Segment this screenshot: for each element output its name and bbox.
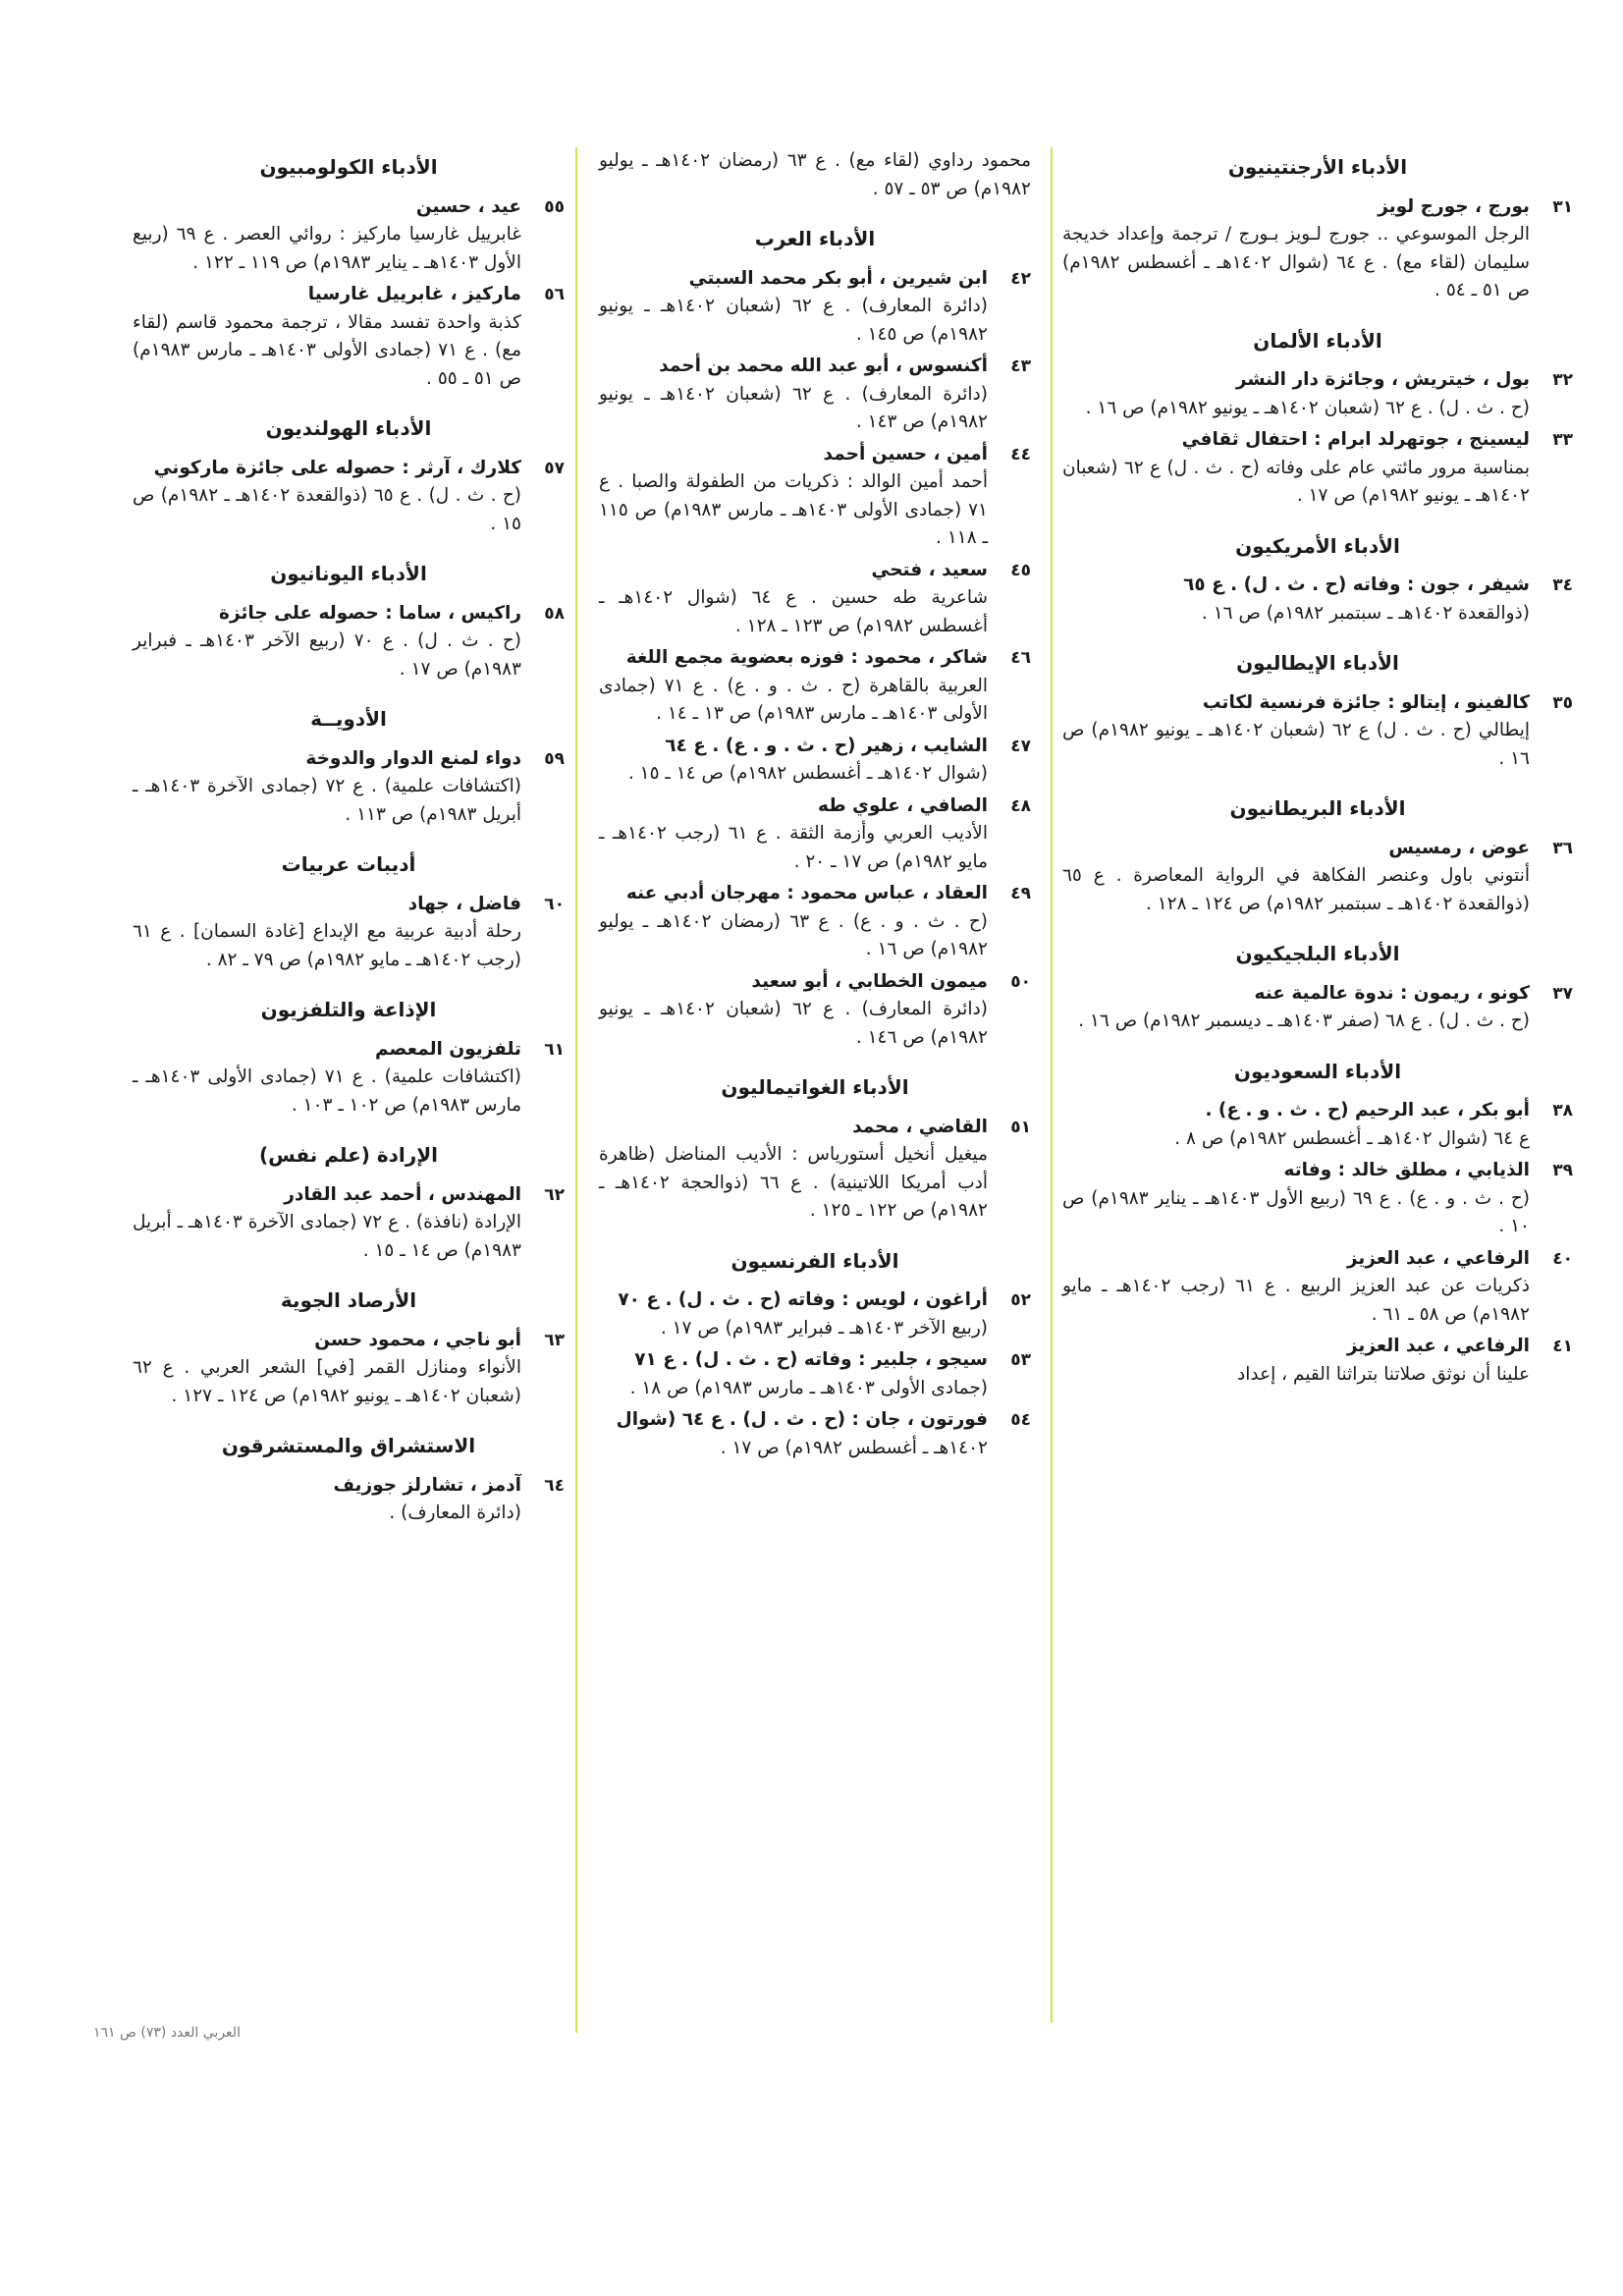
entry-author: المهندس ، أحمد عبد القادر (284, 1183, 521, 1205)
index-entry (133, 455, 565, 539)
entry-body (599, 733, 988, 789)
section-heading: الأدباء الألمان (1253, 328, 1382, 353)
entry-body (599, 265, 988, 350)
entry-body (133, 455, 521, 539)
entry-number: ٤٨ (1010, 795, 1031, 816)
section-heading: الأدباء اليونانيون (270, 562, 427, 585)
entry-author: الذيابي ، مطلق خالد : وفاته (1283, 1160, 1530, 1180)
entry-author: أبو ناجي ، محمود حسن (314, 1329, 521, 1350)
entry-author: بورج ، جورج لويز (1378, 195, 1530, 217)
index-entry (133, 600, 565, 684)
index-column-right (1062, 147, 1573, 1393)
entry-author: بول ، خيتريش ، وجائزة دار النشر (1235, 369, 1530, 390)
entry-number: ٥٣ (1010, 1350, 1031, 1370)
section-heading: الأدباء الهولنديون (265, 416, 432, 440)
entry-citation: الإرادة (نافذة) . ع ٧٢ (جمادى الآخرة ١٤٠٣هـ ـ أبريل ١٩٨٣م) ص ١٤ ـ ١٥ . (133, 1212, 522, 1261)
index-entry (133, 1327, 565, 1411)
entry-body (133, 745, 521, 830)
entry-citation: ميغيل أنخيل أستورياس : الأديب المناضل (ظاهرة أدب أمريكا اللاتينية) . ع ٦٦ (ذوالحجة ١٤٠٢هـ ـ ١٩٨٢م) ص ١٢٢ ـ ١٢٥ . (599, 1144, 988, 1221)
entry-author: كالفينو ، إيتالو : جائزة فرنسية لكاتب (1202, 691, 1530, 713)
entry-citation: (دائرة المعارف) . ع ٦٢ (شعبان ١٤٠٢هـ ـ يونيو ١٩٨٢م) ص ١٤٦ . (599, 999, 988, 1048)
entry-citation: (ح . ث . ل) . ع ٦٥ (ذوالقعدة ١٤٠٢هـ ـ ١٩٨٢م) ص ١٥ . (133, 485, 521, 534)
entry-body (599, 441, 988, 553)
entry-citation: (ح . ث . ل) . ع ٦٨ (صفر ١٤٠٣هـ ـ ديسمبر ١٩٨٢م) ص ١٦ . (1078, 1011, 1530, 1031)
entry-author: أكنسوس ، أبو عبد الله محمد بن أحمد (659, 355, 988, 376)
entry-body (1062, 1097, 1530, 1153)
index-entry (599, 1114, 1031, 1226)
entry-citation: الأديب العربي وأزمة الثقة . ع ٦١ (رجب ١٤٠٢هـ ـ مايو ١٩٨٢م) ص ١٧ ـ ٢٠ . (599, 823, 988, 872)
entry-body (1062, 689, 1530, 774)
index-entry (1062, 1245, 1573, 1330)
entry-number: ٣٧ (1552, 983, 1573, 1004)
entry-citation: (دائرة المعارف) . (389, 1503, 521, 1523)
entry-citation: كذبة واحدة تفسد مقالا ، ترجمة محمود قاسم (لقاء مع) . ع ٧١ (جمادى الأولى ١٤٠٣هـ ـ مارس ١٩٨٣م) ص ٥١ ـ ٥٥ . (133, 311, 521, 389)
entry-citation: ذكريات عن عبد العزيز الربيع . ع ٦١ (رجب ١٤٠٢هـ ـ مايو ١٩٨٢م) ص ٥٨ ـ ٦١ . (1062, 1276, 1530, 1325)
entry-author: الرفاعي ، عبد العزيز (1346, 1336, 1530, 1356)
entry-body (1062, 426, 1530, 511)
entry-body (133, 1472, 521, 1528)
index-entry (599, 880, 1031, 964)
entry-author: كونو ، ريمون : ندوة عالمية عنه (1254, 982, 1530, 1004)
entry-number: ٤٢ (1010, 268, 1031, 289)
entry-citation: أنتوني باول وعنصر الفكاهة في الرواية المعاصرة . ع ٦٥ (ذوالقعدة ١٤٠٢هـ ـ سبتمبر ١٩٨٢م) ص ١٢٤ ـ ١٢٨ . (1062, 865, 1530, 914)
index-entry (599, 557, 1031, 641)
entry-author: راكيس ، ساما : حصوله على جائزة (219, 602, 521, 624)
entry-author: شيفر ، جون : وفاته (ح . ث . ل) . ع ٦٥ (1183, 574, 1530, 595)
index-entry (133, 281, 565, 393)
entry-body (599, 353, 988, 437)
entry-author: فاضل ، جهاد (407, 893, 521, 914)
entry-number: ٤١ (1552, 1337, 1573, 1356)
entry-citation: رحلة أدبية عربية مع الإبداع [غادة السمان] . ع ٦١ (رجب ١٤٠٢هـ ـ مايو ١٩٨٢م) ص ٧٩ ـ ٨٢ . (133, 921, 521, 970)
entry-number: ٥٥ (544, 196, 565, 217)
entry-citation: (جمادى الأولى ١٤٠٣هـ ـ مارس ١٩٨٣م) ص ١٨ . (629, 1377, 988, 1398)
entry-body (133, 1181, 521, 1266)
section-heading: الأرصاد الجوية (280, 1288, 417, 1312)
entry-author: عوض ، رمسيس (1388, 837, 1530, 858)
section-heading: الأدويــة (310, 707, 387, 731)
section-heading: الأدباء البلجيكيون (1235, 942, 1400, 965)
entry-number: ٥٢ (1010, 1290, 1031, 1310)
entry-number: ٦٠ (544, 894, 565, 914)
entry-author: العقاد ، عباس محمود : مهرجان أدبي عنه (625, 883, 988, 903)
index-entry (133, 1181, 565, 1266)
entry-author: دواء لمنع الدوار والدوخة (305, 747, 521, 769)
index-entry (133, 1472, 565, 1528)
entry-body (599, 793, 988, 877)
entry-citation: غابرييل غارسيا ماركيز : روائي العصر . ع ٦٩ (ربيع الأول ١٤٠٣هـ ـ يناير ١٩٨٣م) ص ١١٩ ـ ١٢٢ . (133, 224, 521, 273)
entry-author: عيد ، حسين (415, 195, 521, 217)
entry-author: تلفزيون المعصم (375, 1038, 521, 1060)
entry-number: ٤٩ (1010, 884, 1031, 903)
entry-body (599, 644, 988, 729)
entry-author: الشايب ، زهير (ح . ث . و . ع) . ع ٦٤ (665, 735, 988, 756)
section-heading: الأدباء الأمريكيون (1235, 533, 1400, 558)
index-entry (599, 1286, 1031, 1342)
entry-citation: (ح . ث . ل) . ع ٧٠ (ربيع الآخر ١٤٠٣هـ ـ فبراير ١٩٨٣م) ص ١٧ . (133, 630, 521, 680)
entry-citation: الأنواء ومنازل القمر [في] الشعر العربي . ع ٦٢ (شعبان ١٤٠٢هـ ـ يونيو ١٩٨٢م) ص ١٢٤ ـ ١٢٧ . (133, 1357, 521, 1406)
index-entry (1062, 426, 1573, 511)
entry-citation: أحمد أمين الوالد : ذكريات من الطفولة والصبا . ع ٧١ (جمادى الأولى ١٤٠٣هـ ـ مارس ١٩٨٣م) ص ١١٥ ـ ١١٨ . (599, 471, 988, 548)
section-heading: الاستشراق والمستشرقون (221, 1434, 476, 1457)
index-entry (1062, 572, 1573, 628)
entry-number: ٣٥ (1552, 692, 1573, 713)
entry-author: ماركيز ، غابرييل غارسيا (307, 284, 521, 304)
entry-number: ٦٤ (544, 1475, 565, 1496)
entry-citation: إيطالي (ح . ث . ل) ع ٦٢ (شعبان ١٤٠٢هـ ـ يونيو ١٩٨٢م) ص ١٦ . (1062, 720, 1531, 769)
entry-number: ٥٨ (544, 603, 565, 624)
entry-body (1062, 1333, 1530, 1389)
entry-body (599, 1286, 988, 1342)
entry-number: ٥٤ (1010, 1410, 1031, 1430)
entry-author: الرفاعي ، عبد العزيز (1346, 1247, 1530, 1269)
entry-body (1062, 1245, 1530, 1330)
entry-citation: ١٤٠٢هـ ـ أغسطس ١٩٨٢م) ص ١٧ . (720, 1437, 988, 1458)
entry-citation: (ح . ث . و . ع) . ع ٦٩ (ربيع الأول ١٤٠٣هـ ـ يناير ١٩٨٣م) ص ١٠ . (1062, 1187, 1530, 1236)
entry-number: ٤٧ (1010, 736, 1031, 756)
entry-body (1062, 366, 1530, 422)
entry-number: ٣٣ (1552, 430, 1573, 450)
entry-author: ابن شيرين ، أبو بكر محمد السبتي (688, 267, 988, 289)
entry-citation: (ح . ث . ل) . ع ٦٢ (شعبان ١٤٠٢هـ ـ يونيو ١٩٨٢م) ص ١٦ . (1085, 397, 1530, 418)
column-divider-left (575, 147, 577, 2033)
entry-number: ٤٥ (1010, 560, 1031, 580)
section-heading: الأدباء الأرجنتينيون (1227, 155, 1408, 179)
entry-number: ٥٦ (544, 285, 565, 304)
index-entry (1062, 835, 1573, 919)
index-entry (1062, 366, 1573, 422)
index-entry (1062, 1097, 1573, 1153)
entry-body (1062, 193, 1530, 305)
entry-number: ٦٢ (544, 1184, 565, 1205)
entry-citation: العربية بالقاهرة (ح . ث . و . ع) . ع ٧١ (جمادى الأولى ١٤٠٣هـ ـ مارس ١٩٨٣م) ص ١٣ ـ ١٤ . (599, 675, 988, 724)
entry-number: ٤٠ (1552, 1248, 1573, 1269)
entry-body (599, 880, 988, 964)
entry-body (599, 968, 988, 1053)
section-heading: الأدباء السعوديون (1233, 1059, 1402, 1083)
entry-author: ليسينج ، جوتهرلد ابرام : احتفال ثقافي (1181, 429, 1530, 450)
entry-body (599, 1346, 988, 1402)
index-entry (599, 733, 1031, 789)
index-entry (133, 1036, 565, 1121)
entry-body (599, 557, 988, 641)
index-entry (599, 793, 1031, 877)
entry-number: ٤٣ (1010, 356, 1031, 376)
entry-body (133, 1327, 521, 1411)
entry-number: ٦١ (544, 1039, 565, 1060)
entry-citation: (اكتشافات علمية) . ع ٧٢ (جمادى الآخرة ١٤٠٣هـ ـ أبريل ١٩٨٣م) ص ١١٣ . (133, 776, 521, 825)
entry-author: أراغون ، لويس : وفاته (ح . ث . ل) . ع ٧٠ (618, 1289, 988, 1310)
entry-author: ميمون الخطابي ، أبو سعيد (751, 970, 988, 992)
entry-number: ٣١ (1552, 196, 1573, 217)
entry-author: كلارك ، آرثر : حصوله على جائزة ماركوني (153, 457, 521, 478)
section-heading: الأدباء الكولومبيون (259, 155, 438, 179)
entry-citation: (ربيع الآخر ١٤٠٣هـ ـ فبراير ١٩٨٣م) ص ١٧ . (660, 1317, 988, 1339)
entry-body (1062, 835, 1530, 919)
continued-entry-text: محمود رداوي (لقاء مع) . ع ٦٣ (رمضان ١٤٠٢هـ ـ يوليو ١٩٨٢م) ص ٥٣ ـ ٥٧ . (599, 150, 1032, 199)
entry-citation: الرجل الموسوعي .. جورج لـويز بـورج / ترجمة وإعداد خديجة سليمان (لقاء مع) . ع ٦٤ (شوال ١٤٠٢هـ ـ أغسطس ١٩٨٢م) ص ٥١ ـ ٥٤ . (1062, 224, 1530, 301)
column-divider-right (1051, 147, 1053, 2023)
index-entry (1062, 689, 1573, 774)
entry-body (599, 1114, 988, 1226)
section-heading: الإرادة (علم نفس) (258, 1143, 439, 1167)
entry-body (133, 891, 521, 975)
entry-number: ٥٧ (544, 458, 565, 478)
entry-body (1062, 980, 1530, 1036)
entry-author: فورتون ، جان : (ح . ث . ل) . ع ٦٤ (شوال (616, 1409, 988, 1430)
index-entry (1062, 193, 1573, 305)
entry-body (133, 1036, 521, 1121)
entry-number: ٣٦ (1552, 838, 1573, 858)
entry-author: سعيد ، فتحي (871, 559, 988, 580)
index-entry (599, 265, 1031, 350)
section-heading: الأدباء الفرنسيون (730, 1248, 899, 1273)
index-entry (1062, 980, 1573, 1036)
index-entry (133, 745, 565, 830)
section-heading: الأدباء العرب (754, 227, 876, 250)
entry-body (133, 193, 521, 278)
entry-citation: (شوال ١٤٠٢هـ ـ أغسطس ١٩٨٢م) ص ١٤ ـ ١٥ . (627, 763, 988, 784)
entry-body (133, 600, 521, 684)
entry-number: ٣٩ (1552, 1161, 1573, 1180)
entry-citation: (ح . ث . و . ع) . ع ٦٣ (رمضان ١٤٠٢هـ ـ يوليو ١٩٨٢م) ص ١٦ . (599, 910, 988, 959)
entry-citation: (اكتشافات علمية) . ع ٧١ (جمادى الأولى ١٤٠٣هـ ـ مارس ١٩٨٣م) ص ١٠٢ ـ ١٠٣ . (133, 1066, 521, 1116)
entry-body (1062, 1157, 1530, 1241)
entry-author: القاضي ، محمد (852, 1116, 988, 1137)
entry-number: ٥١ (1010, 1117, 1031, 1137)
entry-citation: علينا أن نوثق صلاتنا بتراثنا القيم ، إعداد (1237, 1363, 1530, 1385)
entry-number: ٣٨ (1552, 1101, 1573, 1121)
section-heading: الأدباء البريطانيون (1229, 796, 1406, 820)
index-entry (599, 441, 1031, 553)
entry-body (1062, 572, 1530, 628)
page-footer: العربي العدد (٧٣) ص ١٦١ (93, 2025, 241, 2041)
entry-citation: (دائرة المعارف) . ع ٦٢ (شعبان ١٤٠٢هـ ـ يونيو ١٩٨٢م) ص ١٤٥ . (599, 296, 988, 345)
entry-citation: شاعرية طه حسين . ع ٦٤ (شوال ١٤٠٢هـ ـ أغسطس ١٩٨٢م) ص ١٢٣ ـ ١٢٨ . (599, 587, 988, 636)
entry-author: الصافي ، علوي طه (817, 794, 988, 816)
entry-author: سيجو ، جلبير : وفاته (ح . ث . ل) . ع ٧١ (634, 1349, 988, 1370)
entry-citation: ع ٦٤ (شوال ١٤٠٢هـ ـ أغسطس ١٩٨٢م) ص ٨ . (1174, 1127, 1530, 1149)
entry-number: ٦٣ (544, 1330, 565, 1350)
section-heading: الأدباء الغواتيماليون (721, 1075, 909, 1099)
entry-number: ٣٢ (1552, 370, 1573, 390)
entry-body (133, 281, 521, 393)
entry-number: ٥٠ (1010, 971, 1031, 992)
entry-citation: بمناسبة مرور مائتي عام على وفاته (ح . ث . ل) ع ٦٢ (شعبان ١٤٠٢هـ ـ يونيو ١٩٨٢م) ص ١٧ . (1062, 457, 1530, 506)
entry-number: ٤٤ (1010, 444, 1031, 465)
entry-author: أبو بكر ، عبد الرحيم (ح . ث . و . ع) . (1205, 1100, 1530, 1121)
index-entry (133, 891, 565, 975)
index-entry (599, 1346, 1031, 1402)
index-column-middle (599, 147, 1031, 1466)
index-entry (599, 1406, 1031, 1462)
entry-number: ٤٦ (1010, 648, 1031, 668)
index-entry (599, 644, 1031, 729)
index-entry (599, 968, 1031, 1053)
index-entry (1062, 1157, 1573, 1241)
index-column-left (133, 147, 565, 1532)
entry-body (599, 1406, 988, 1462)
entry-number: ٣٤ (1552, 575, 1573, 595)
entry-author: شاكر ، محمود : فوزه بعضوية مجمع اللغة (625, 647, 988, 668)
entry-number: ٥٩ (544, 748, 565, 769)
entry-citation: (دائرة المعارف) . ع ٦٢ (شعبان ١٤٠٢هـ ـ يونيو ١٩٨٢م) ص ١٤٣ . (599, 383, 988, 432)
index-entry (133, 193, 565, 278)
index-entry (1062, 1333, 1573, 1389)
section-heading: الأدباء الإيطاليون (1236, 651, 1399, 675)
entry-author: أمين ، حسين أحمد (823, 443, 988, 465)
section-heading: أديبات عربيات (281, 852, 416, 876)
section-heading: الإذاعة والتلفزيون (260, 998, 437, 1021)
index-entry (599, 353, 1031, 437)
entry-citation: (ذوالقعدة ١٤٠٢هـ ـ سبتمبر ١٩٨٢م) ص ١٦ . (1201, 602, 1530, 624)
entry-author: آدمز ، تشارلز جوزيف (333, 1474, 521, 1496)
